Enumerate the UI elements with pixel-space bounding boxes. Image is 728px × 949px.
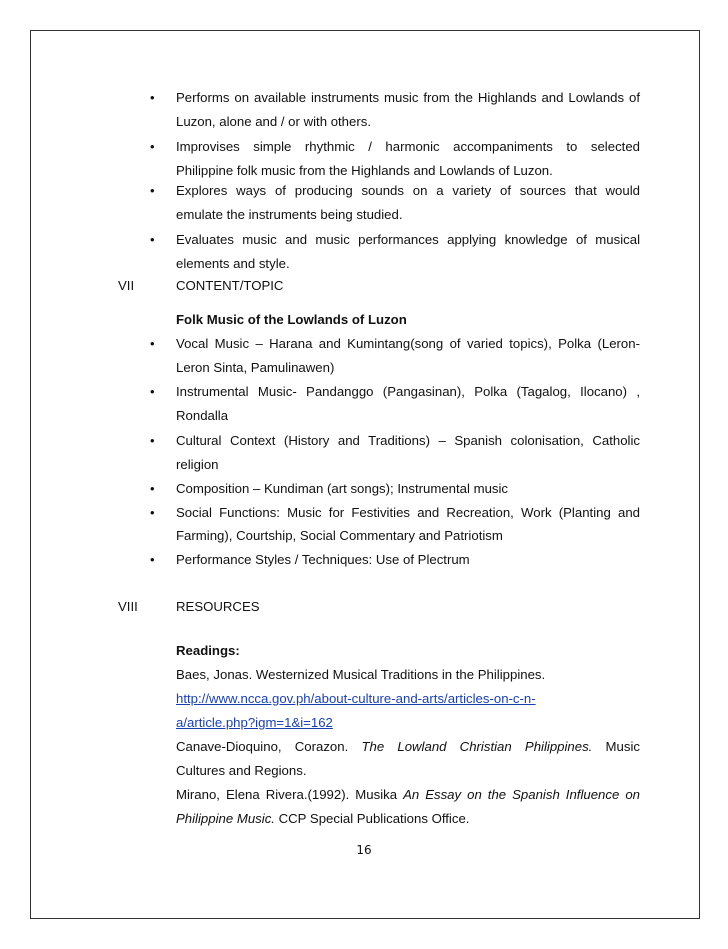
bullet-icon: • [150,552,155,567]
objective-line: Performs on available instruments music from the Highlands and Lowlands of [176,90,640,105]
bullet-icon: • [150,336,155,351]
reference-link[interactable]: http://www.ncca.gov.ph/about-culture-and-arts/articles-on-c-n- [176,691,536,706]
topic-line: Performance Styles / Techniques: Use of Plectrum [176,552,470,567]
section-number: VII [118,278,135,293]
bullet-icon: • [150,232,155,247]
topic-line: Vocal Music – Harana and Kumintang(song of varied topics), Polka (Leron- [176,336,640,351]
reference-link[interactable]: a/article.php?igm=1&i=162 [176,715,333,730]
readings-label: Readings: [176,643,240,658]
reference-line [176,739,640,755]
topic-line: Composition – Kundiman (art songs); Instrumental music [176,481,509,496]
section-subheading: Folk Music of the Lowlands of Luzon [176,312,407,327]
topic-line: Cultural Context (History and Traditions) – Spanish colonisation, Catholic [176,433,640,448]
objective-line: emulate the instruments being studied. [176,207,403,222]
reference-author: Canave-Dioquino, Corazon. [176,739,349,754]
bullet-icon: • [150,384,155,399]
section-number: VIII [118,599,138,614]
objective-line: Improvises simple rhythmic / harmonic accompaniments to selected [176,139,640,154]
objective-line: Philippine folk music from the Highlands and Lowlands of Luzon. [176,163,553,178]
topic-line: Leron Sinta, Pamulinawen) [176,360,335,375]
bullet-icon: • [150,433,155,448]
page-number: 16 [356,843,372,857]
bullet-icon: • [150,183,155,198]
topic-line: Instrumental Music- Pandanggo (Pangasinan), Polka (Tagalog, Ilocano) , [176,384,640,399]
objective-line: elements and style. [176,256,290,271]
reference-line [176,787,640,803]
reference-line: Cultures and Regions. [176,763,307,778]
reference-lead: Mirano, Elena Rivera.(1992). Musika [176,787,398,802]
reference-title: An Essay on the Spanish Influence on [403,787,640,802]
bullet-icon: • [150,481,155,496]
topic-line: Rondalla [176,408,229,423]
topic-line: Social Functions: Music for Festivities and Recreation, Work (Planting and [176,505,640,520]
objective-line: Evaluates music and music performances applying knowledge of musical [176,232,640,247]
reference-tail: Music [605,739,640,754]
topic-line: Farming), Courtship, Social Commentary and Patriotism [176,528,503,543]
bullet-icon: • [150,139,155,154]
bullet-icon: • [150,90,155,105]
section-heading: CONTENT/TOPIC [176,278,284,293]
reference-title: Philippine Music. [176,811,275,826]
objective-line: Luzon, alone and / or with others. [176,114,372,129]
objective-line: Explores ways of producing sounds on a variety of sources that would [176,183,640,198]
reference-line: Baes, Jonas. Westernized Musical Traditions in the Philippines. [176,667,546,682]
bullet-icon: • [150,505,155,520]
section-heading: RESOURCES [176,599,260,614]
topic-line: religion [176,457,219,472]
reference-title: The Lowland Christian Philippines. [361,739,593,754]
reference-tail: CCP Special Publications Office. [278,811,470,826]
reference-line [176,811,469,827]
